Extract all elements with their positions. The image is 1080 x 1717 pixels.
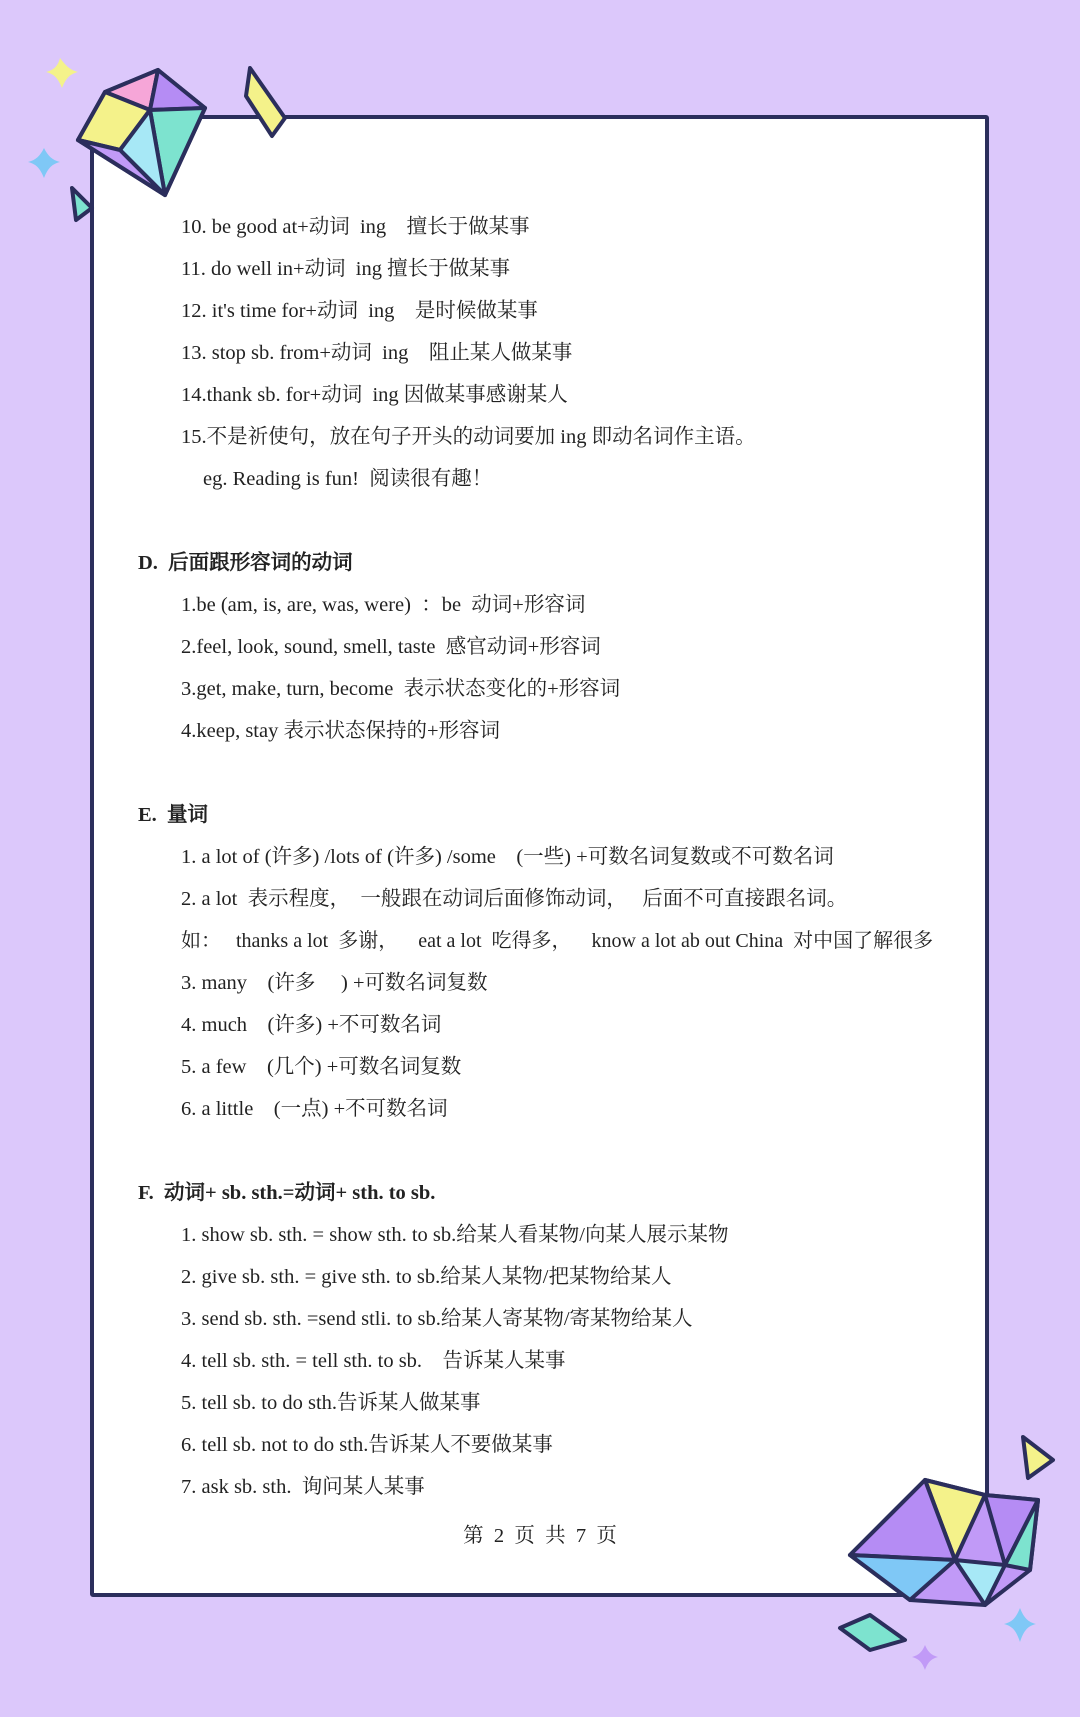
section-heading-e: E. 量词 (138, 804, 209, 826)
section-heading-d: D. 后面跟形容词的动词 (138, 552, 353, 574)
list-item: 4. much (许多) +不可数名词 (181, 1014, 442, 1036)
list-item: 1. show sb. sth. = show sth. to sb.给某人看某物/向某人展示某物 (181, 1224, 729, 1246)
list-item: 6. a little (一点) +不可数名词 (181, 1098, 448, 1120)
list-item: 1.be (am, is, are, was, were) ：be 动词+形容词 (181, 594, 586, 616)
example-line: eg. Reading is fun! 阅读很有趣！ (203, 468, 493, 490)
list-item: 4. tell sb. sth. = tell sth. to sb. 告诉某人某事 (181, 1350, 566, 1372)
list-item: 3.get, make, turn, become 表示状态变化的+形容词 (181, 678, 621, 700)
list-item: 14.thank sb. for+动词 ing 因做某事感谢某人 (181, 384, 568, 406)
section-heading-f: F. 动词+ sb. sth.=动词+ sth. to sb. (138, 1182, 436, 1204)
list-item: 15.不是祈使句，放在句子开头的动词要加 ing 即动名词作主语。 (181, 426, 756, 448)
list-item: 4.keep, stay 表示状态保持的+形容词 (181, 720, 501, 742)
list-item: 7. ask sb. sth. 询问某人某事 (181, 1476, 425, 1498)
list-item: 2. give sb. sth. = give sth. to sb.给某人某物/把某物给某人 (181, 1266, 672, 1288)
list-item: 2.feel, look, sound, smell, taste 感官动词+形容词 (181, 636, 601, 658)
list-item: 2. a lot 表示程度， 一般跟在动词后面修饰动词， 后面不可直接跟名词。 (181, 888, 848, 910)
list-item: 13. stop sb. from+动词 ing 阻止某人做某事 (181, 342, 573, 364)
list-item: 3. send sb. sth. =send stli. to sb.给某人寄某物/寄某物给某人 (181, 1308, 693, 1330)
list-item: 12. it's time for+动词 ing 是时候做某事 (181, 300, 538, 322)
list-item: 6. tell sb. not to do sth.告诉某人不要做某事 (181, 1434, 553, 1456)
list-item: 10. be good at+动词 ing 擅长于做某事 (181, 216, 530, 238)
list-item: 5. tell sb. to do sth.告诉某人做某事 (181, 1392, 481, 1414)
example-line: 如： thanks a lot 多谢， eat a lot 吃得多， know a lot ab out China 对中国了解很多 (181, 930, 934, 952)
page-number-footer: 第 2 页 共 7 页 (463, 1525, 617, 1547)
list-item: 1. a lot of (许多) /lots of (许多) /some (一些) +可数名词复数或不可数名词 (181, 846, 834, 868)
list-item: 3. many (许多 ) +可数名词复数 (181, 972, 488, 994)
list-item: 11. do well in+动词 ing 擅长于做某事 (181, 258, 511, 280)
list-item: 5. a few (几个) +可数名词复数 (181, 1056, 462, 1078)
